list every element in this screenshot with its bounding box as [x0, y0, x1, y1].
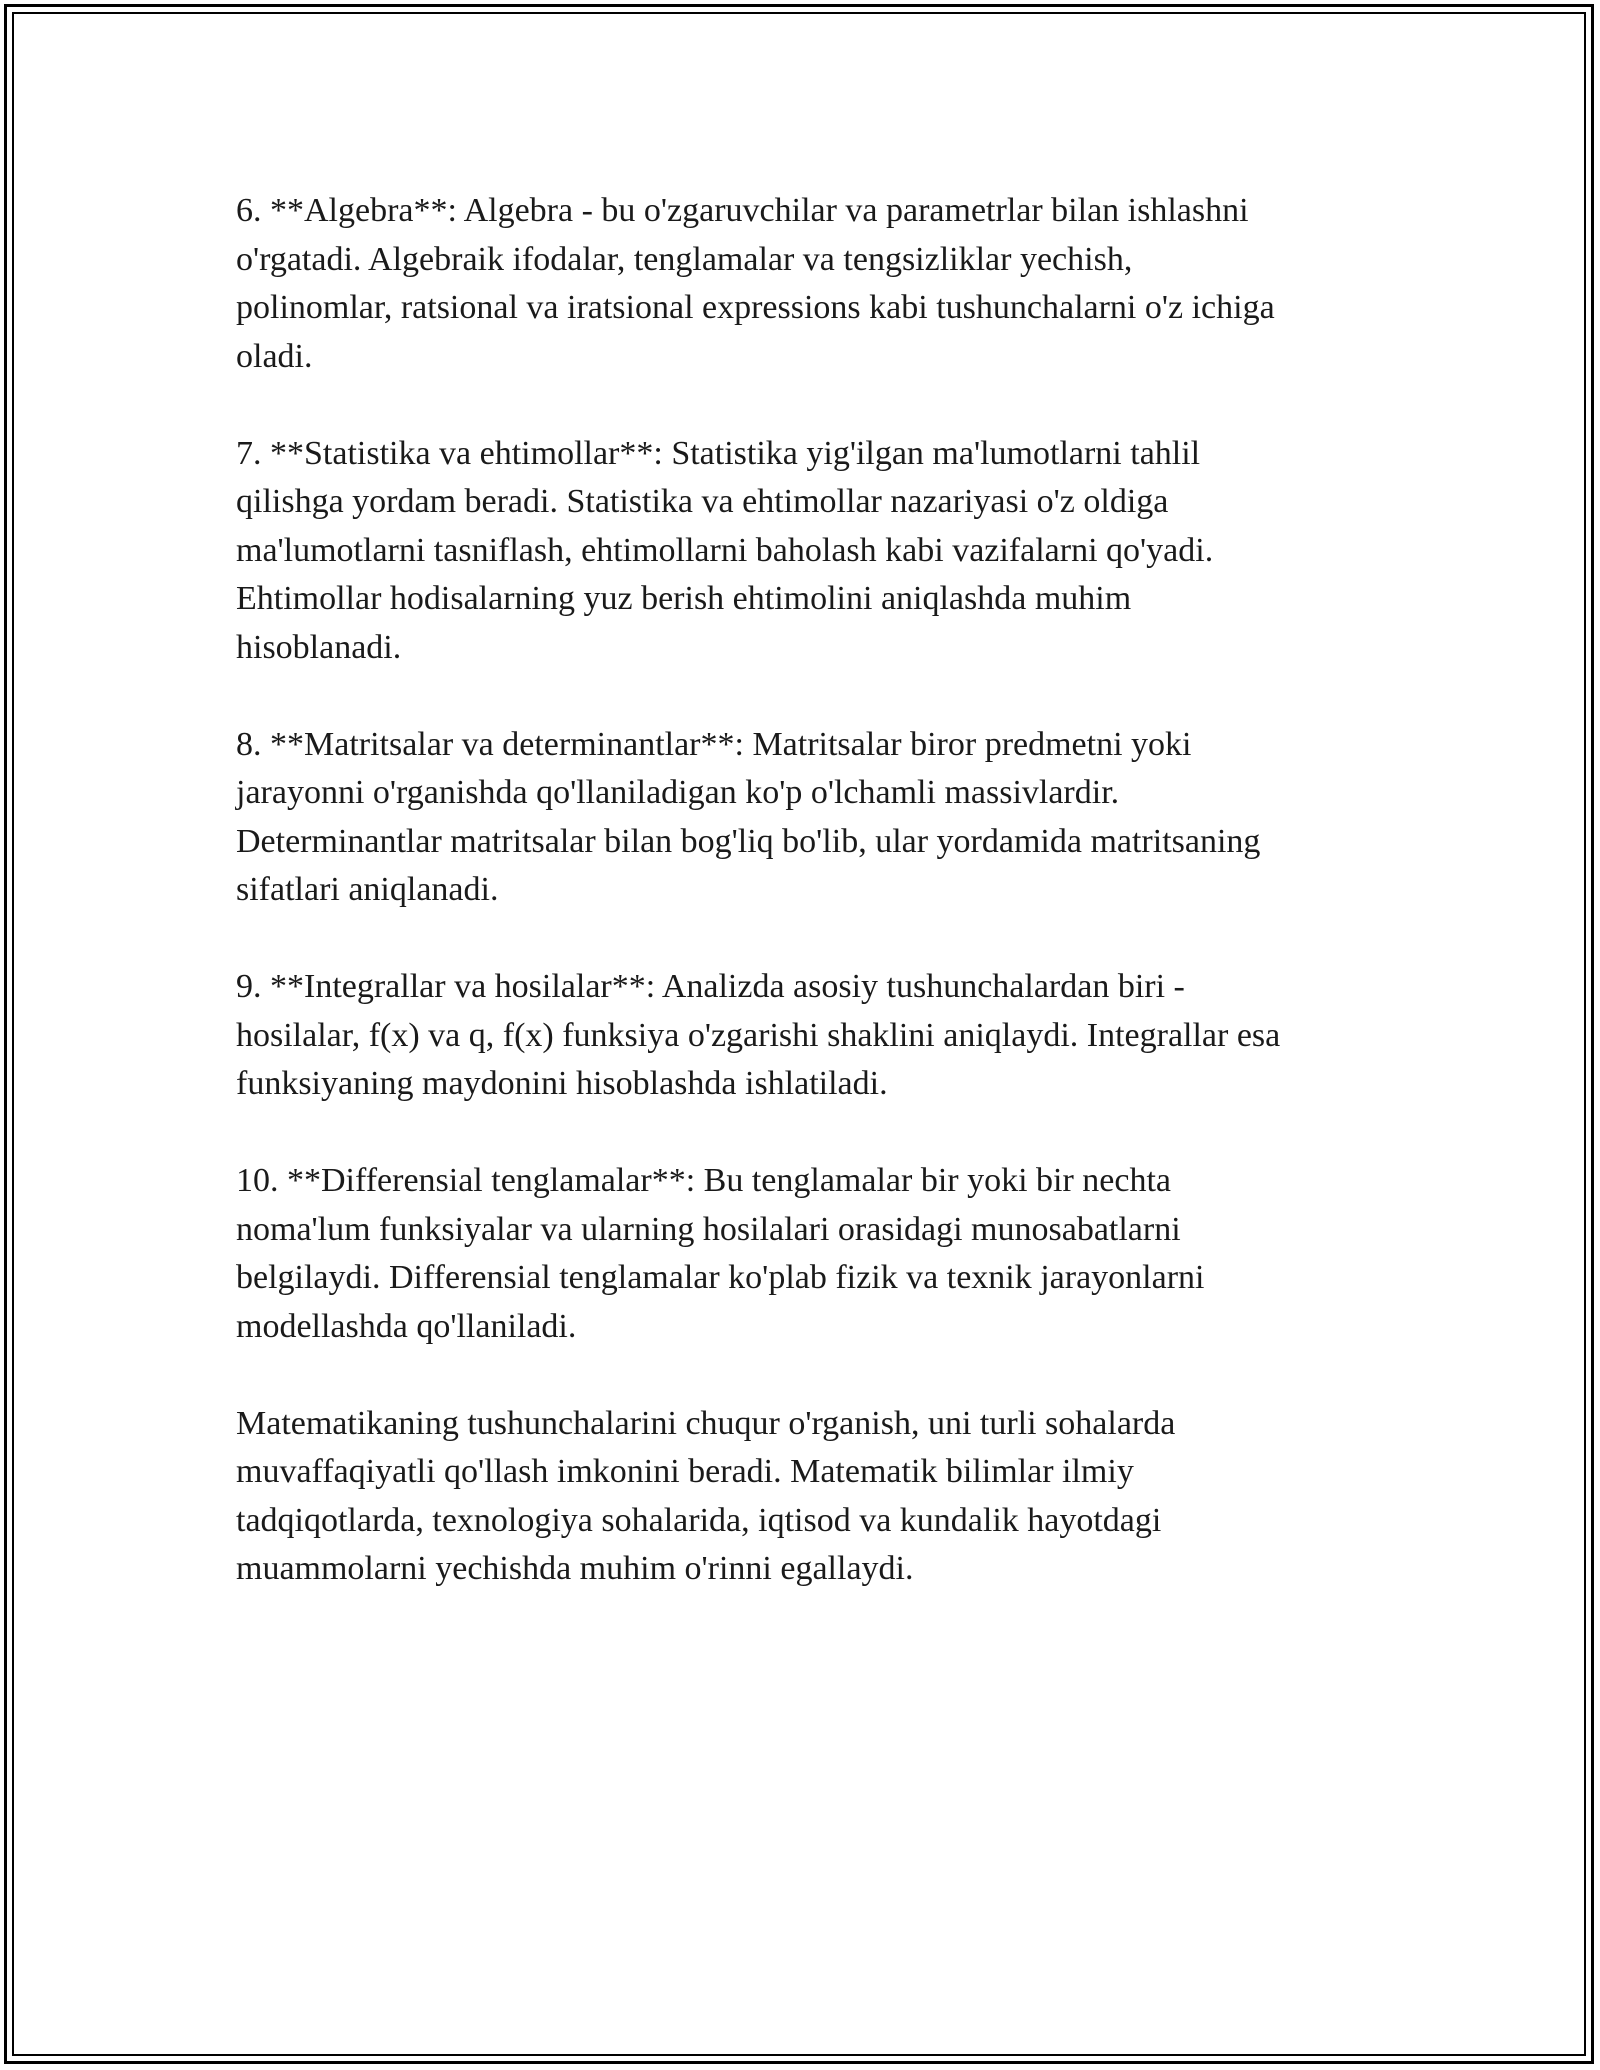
paragraph-differensial: 10. **Differensial tenglamalar**: Bu tenglamalar bir yoki bir nechta noma'lum funksiyalar va ularning hosilalari orasidagi munosabatlarni belgilaydi. Differensial tenglamalar ko'plab fizik va texnik jarayonlarni modellashda qo'llaniladi.: [236, 1162, 1205, 1345]
paragraph-integrallar: 9. **Integrallar va hosilalar**: Analizda asosiy tushunchalardan biri - hosilalar, f(x) va q, f(x) funksiya o'zgarishi shaklini aniqlaydi. Integrallar esa funksiyaning maydonini hisoblashda ishlatiladi.: [236, 968, 1281, 1102]
paragraph-conclusion: Matematikaning tushunchalarini chuqur o'rganish, uni turli sohalarda muvaffaqiyatli qo'llash imkonini beradi. Matematik bilimlar ilmiy tadqiqotlarda, texnologiya sohalarida, iqtisod va kundalik hayotdagi muammolarni yechishda muhim o'rinni egallaydi.: [236, 1404, 1176, 1587]
paragraph-algebra: 6. **Algebra**: Algebra - bu o'zgaruvchilar va parametrlar bilan ishlashni o'rgatadi. Algebraik ifodalar, tenglamalar va tengsizliklar yechish, polinomlar, ratsional va iratsional expressions kabi tushunchalarni o'z ichiga oladi.: [236, 192, 1275, 375]
paragraph-matritsalar: 8. **Matritsalar va determinantlar**: Matritsalar biror predmetni yoki jarayonni o'rganishda qo'llaniladigan ko'p o'lchamli massivlardir. Determinantlar matritsalar bilan bog'liq bo'lib, ular yordamida matritsaning sifatlari aniqlanadi.: [236, 725, 1261, 908]
document-body: [236, 187, 1371, 1642]
paragraph-statistika: 7. **Statistika va ehtimollar**: Statistika yig'ilgan ma'lumotlarni tahlil qilishga yordam beradi. Statistika va ehtimollar nazariyasi o'z oldiga ma'lumotlarni tasniflash, ehtimollarni baholash kabi vazifalarni qo'yadi. Ehtimollar hodisalarning yuz berish ehtimolini aniqlashda muhim hisoblanadi.: [236, 434, 1214, 666]
